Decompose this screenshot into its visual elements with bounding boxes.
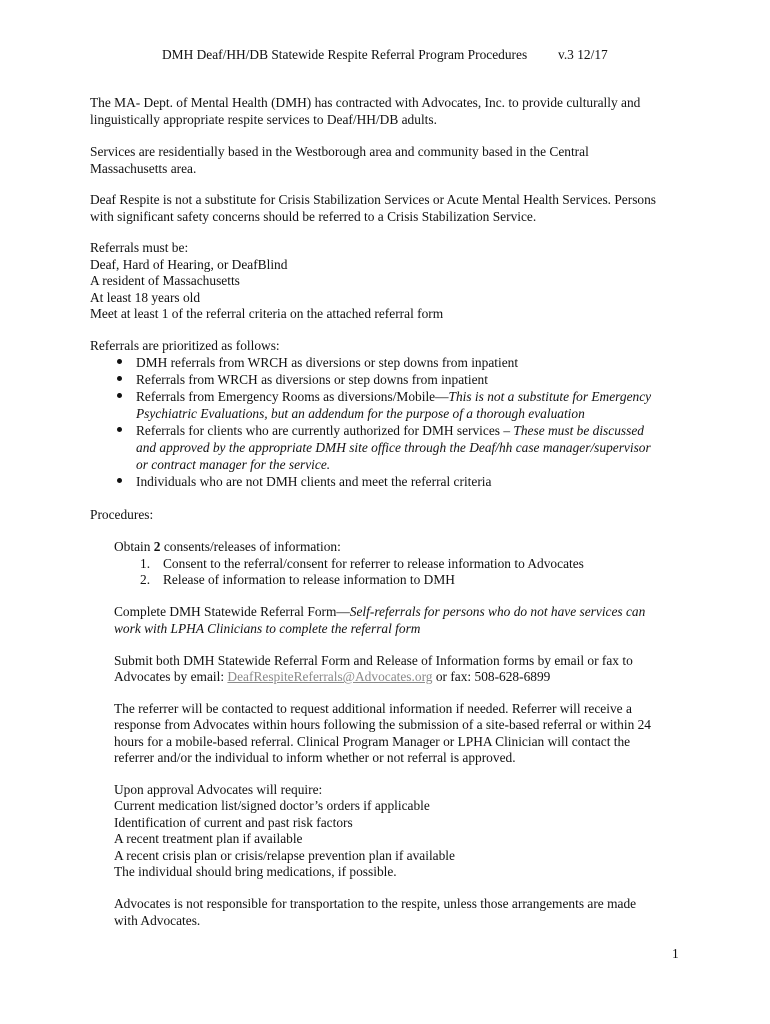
consent-count: 2 <box>153 539 161 554</box>
criteria-item: At least 18 years old <box>90 290 201 305</box>
services-line: Services are residentially based in the Westborough area and community based in the Central <box>90 144 589 159</box>
submit-line: Submit both DMH Statewide Referral Form and Release of Information forms by email or fax to <box>114 653 633 668</box>
contact-line: referrer and/or the individual to inform whether or not referral is approved. <box>114 750 516 765</box>
priority-item: DMH referrals from WRCH as diversions or step downs from inpatient <box>136 355 519 370</box>
priority-item: Referrals from WRCH as diversions or step downs from inpatient <box>136 372 488 387</box>
intro-line: The MA- Dept. of Mental Health (DMH) has contracted with Advocates, Inc. to provide culturally and <box>90 95 641 110</box>
approval-item: Identification of current and past risk factors <box>114 815 353 830</box>
obtain-text: consents/releases of information: <box>160 539 341 554</box>
priority-item-note: These must be discussed <box>513 423 644 438</box>
submit-text: Advocates by email: <box>114 669 228 684</box>
numbered-item: Release of information to release information to DMH <box>163 572 455 587</box>
criteria-item: Meet at least 1 of the referral criteria on the attached referral form <box>90 306 444 321</box>
approval-heading: Upon approval Advocates will require: <box>114 782 323 797</box>
criteria-item: A resident of Massachusetts <box>90 273 240 288</box>
document-title: DMH Deaf/HH/DB Statewide Respite Referral Program Procedures <box>162 47 528 62</box>
bullet-icon <box>117 427 122 432</box>
services-line: Massachusetts area. <box>90 161 197 176</box>
numbered-marker: 1. <box>140 556 151 571</box>
complete-text: Complete DMH Statewide Referral Form— <box>114 604 350 619</box>
transport-line: Advocates is not responsible for transportation to the respite, unless those arrangements are made <box>114 896 637 911</box>
referral-email-link[interactable]: DeafRespiteReferrals@Advocates.org <box>227 669 433 684</box>
contact-line: response from Advocates within hours following the submission of a site-based referral or within 24 <box>114 717 652 732</box>
approval-item: The individual should bring medications, if possible. <box>114 864 397 879</box>
priority-item-note: This is not a substitute for Emergency <box>448 389 652 404</box>
bullet-icon <box>117 359 122 364</box>
submit-fax: or fax: 508-628-6899 <box>432 669 551 684</box>
submit-line <box>114 668 550 685</box>
bullet-icon <box>117 376 122 381</box>
complete-form-line <box>114 603 645 620</box>
approval-item: Current medication list/signed doctor’s orders if applicable <box>114 798 430 813</box>
substitute-line: with significant safety concerns should be referred to a Crisis Stabilization Service. <box>90 209 537 224</box>
criteria-item: Deaf, Hard of Hearing, or DeafBlind <box>90 257 288 272</box>
priority-item-text: Referrals from Emergency Rooms as diversions/Mobile— <box>136 389 449 404</box>
complete-note: work with LPHA Clinicians to complete the referral form <box>114 621 421 636</box>
numbered-item: Consent to the referral/consent for referrer to release information to Advocates <box>163 556 584 571</box>
transport-line: with Advocates. <box>114 913 201 928</box>
referrals-must-heading: Referrals must be: <box>90 240 189 255</box>
obtain-consents-line <box>114 538 341 555</box>
approval-item: A recent treatment plan if available <box>114 831 303 846</box>
page-number: 1 <box>672 946 679 961</box>
priority-item-note: or contract manager for the service. <box>136 457 331 472</box>
procedures-heading: Procedures: <box>90 507 154 522</box>
priority-item-note: Psychiatric Evaluations, but an addendum for the purpose of a thorough evaluation <box>136 406 585 421</box>
approval-item: A recent crisis plan or crisis/relapse prevention plan if available <box>114 848 455 863</box>
contact-line: hours for a mobile-based referral. Clinical Program Manager or LPHA Clinician will contact the <box>114 734 631 749</box>
intro-line: linguistically appropriate respite services to Deaf/HH/DB adults. <box>90 112 437 127</box>
priority-item-note: and approved by the appropriate DMH site office through the Deaf/hh case manager/supervisor <box>136 440 651 455</box>
priority-item <box>136 422 644 439</box>
priority-heading: Referrals are prioritized as follows: <box>90 338 280 353</box>
bullet-icon <box>117 393 122 398</box>
complete-note: Self-referrals for persons who do not have services can <box>349 604 646 619</box>
substitute-line: Deaf Respite is not a substitute for Crisis Stabilization Services or Acute Mental Health Services. Persons <box>90 192 657 207</box>
version-label: v.3 12/17 <box>558 47 608 62</box>
priority-item: Individuals who are not DMH clients and meet the referral criteria <box>136 474 492 489</box>
priority-item-text: Referrals for clients who are currently authorized for DMH services – <box>136 423 514 438</box>
contact-line: The referrer will be contacted to request additional information if needed. Referrer will receive a <box>114 701 632 716</box>
numbered-marker: 2. <box>140 572 151 587</box>
bullet-icon <box>117 478 122 483</box>
obtain-text: Obtain <box>114 539 154 554</box>
priority-item <box>136 388 651 405</box>
